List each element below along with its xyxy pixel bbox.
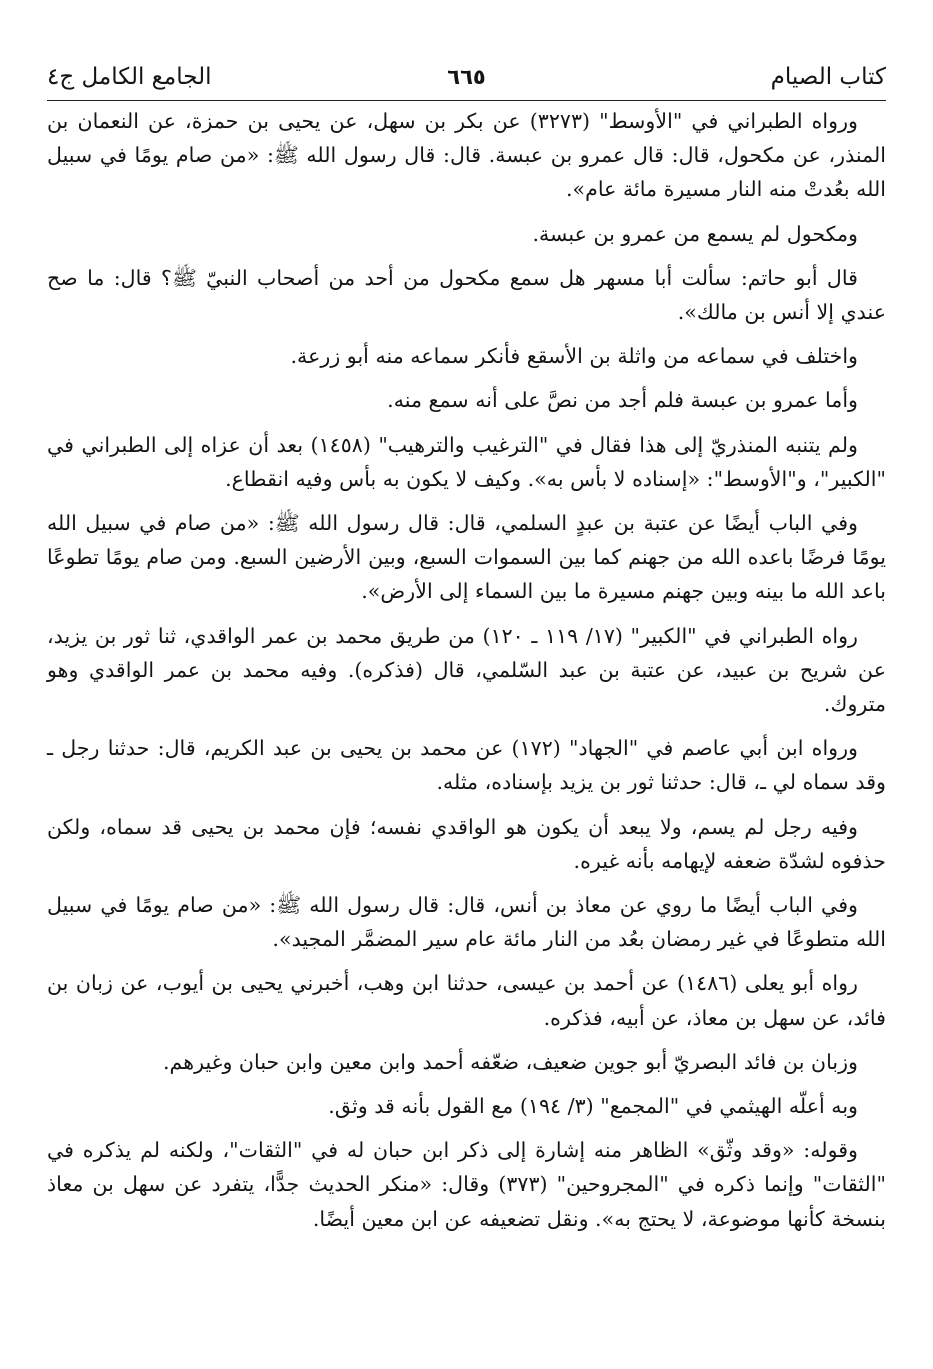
paragraph: وبه أعلّه الهيثمي في "المجمع" (٣/ ١٩٤) مع القول بأنه قد وثق. bbox=[328, 1094, 858, 1119]
book-title: الجامع الكامل ج٤ bbox=[47, 64, 212, 90]
paragraph: ومكحول لم يسمع من عمرو بن عبسة. bbox=[532, 221, 858, 246]
page-body bbox=[47, 104, 886, 1236]
paragraph: وزبان بن فائد البصريّ أبو جوين ضعيف، ضعّفه أحمد وابن معين وابن حبان وغيرهم. bbox=[162, 1049, 858, 1074]
paragraph: قال أبو حاتم: سألت أبا مسهر هل سمع مكحول من أحد من أصحاب النبيّ ﷺ؟ قال: ما صح عندي إلا أنس بن مالك». bbox=[47, 265, 886, 325]
page-number: ٦٦٥ bbox=[447, 65, 486, 89]
paragraph: ورواه الطبراني في "الأوسط" (٣٢٧٣) عن بكر بن سهل، عن يحيى بن حمزة، عن النعمان بن المنذر، عن مكحول، قال: قال عمرو بن عبسة. قال: قال رسول الله ﷺ: «من صام يومًا في سبيل الله بعُدتْ منه النار مسيرة مائة عام». bbox=[47, 109, 886, 202]
paragraph: واختلف في سماعه من واثلة بن الأسقع فأنكر سماعه منه أبو زرعة. bbox=[290, 344, 858, 369]
paragraph: وفي الباب أيضًا عن عتبة بن عبدٍ السلمي، قال: قال رسول الله ﷺ: «من صام في سبيل الله يومًا فرضًا باعده الله من جهنم كما بين السموات السبع، وبين الأرضين السبع. ومن صام يومًا تطوعًا باعد الله ما بينه وبين جهنم مسيرة ما بين السماء إلى الأرض». bbox=[47, 511, 886, 604]
header-rule bbox=[47, 100, 886, 101]
paragraph: رواه الطبراني في "الكبير" (١٧/ ١١٩ ـ ١٢٠) من طريق محمد بن عمر الواقدي، ثنا ثور بن يزيد، عن شريح بن عبيد، عن عتبة بن عبد السّلمي، قال (فذكره). وفيه محمد بن عمر الواقدي وهو متروك. bbox=[47, 623, 886, 717]
paragraph: وأما عمرو بن عبسة فلم أجد من نصَّ على أنه سمع منه. bbox=[387, 388, 858, 413]
page-header bbox=[47, 0, 886, 104]
paragraph: ورواه ابن أبي عاصم في "الجهاد" (١٧٢) عن محمد بن يحيى بن عبد الكريم، قال: حدثنا رجل ـ وقد سماه لي ـ، قال: حدثنا ثور بن يزيد بإسناده، مثله. bbox=[47, 736, 886, 795]
chapter-title: كتاب الصيام bbox=[770, 64, 886, 90]
paragraph: وفي الباب أيضًا ما روي عن معاذ بن أنس، قال: قال رسول الله ﷺ: «من صام يومًا في سبيل الله متطوعًا في غير رمضان بعُد من النار مائة عام سير المضمَّر المجيد». bbox=[47, 893, 886, 952]
paragraph: وفيه رجل لم يسم، ولا يبعد أن يكون هو الواقدي نفسه؛ فإن محمد بن يحيى قد سماه، ولكن حذفوه لشدّة ضعفه لإيهامه بأنه غيره. bbox=[47, 814, 886, 873]
paragraph: ولم يتنبه المنذريّ إلى هذا فقال في "الترغيب والترهيب" (١٤٥٨) بعد أن عزاه إلى الطبراني في "الكبير"، و"الأوسط": «إسناده لا بأس به». وكيف لا يكون به بأس وفيه انقطاع. bbox=[47, 432, 886, 491]
paragraph: وقوله: «وقد وثّق» الظاهر منه إشارة إلى ذكر ابن حبان له في "الثقات"، ولكنه لم يذكره في "الثقات" وإنما ذكره في "المجروحين" (٣٧٣) وقال: «منكر الحديث جدًّا، يتفرد عن سهل بن معاذ بنسخة كأنها موضوعة، لا يحتج به». ونقل تضعيفه عن ابن معين أيضًا. bbox=[47, 1138, 886, 1231]
paragraph: رواه أبو يعلى (١٤٨٦) عن أحمد بن عيسى، حدثنا ابن وهب، أخبرني يحيى بن أيوب، عن زبان بن فائد، عن سهل بن معاذ، عن أبيه، فذكره. bbox=[47, 971, 886, 1030]
